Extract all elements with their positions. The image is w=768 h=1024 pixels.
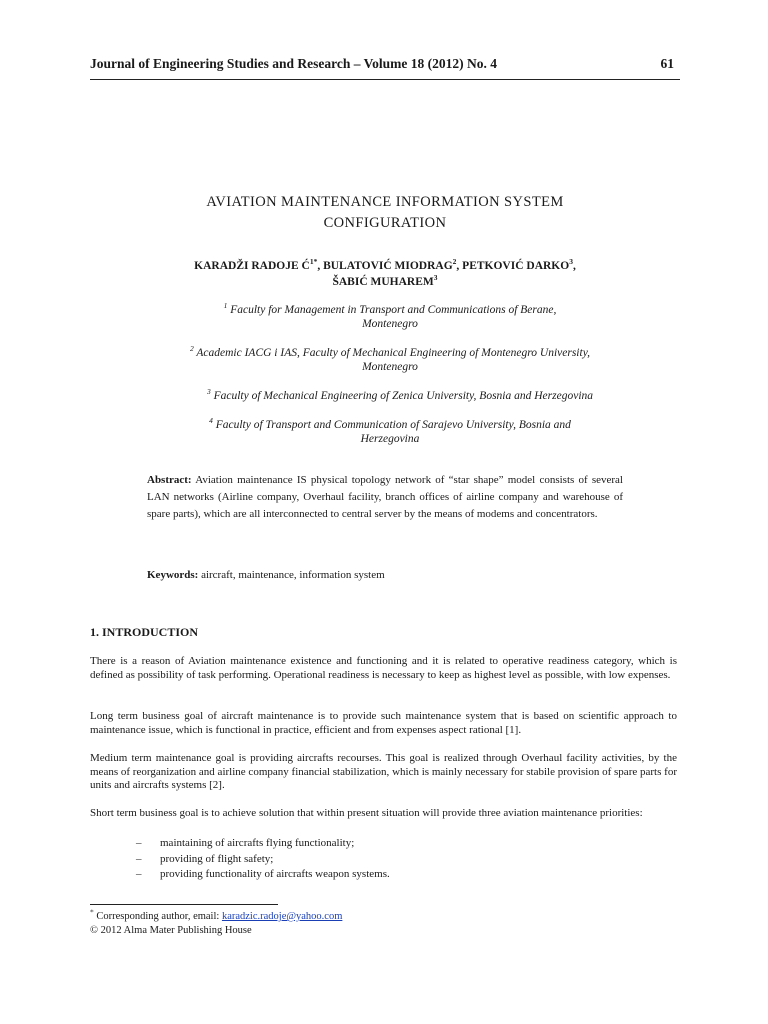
list-item-text: providing functionality of aircrafts weapon systems. (160, 868, 390, 880)
list-item-text: maintaining of aircrafts flying functionality; (160, 837, 355, 849)
affiliation-2-line2: Montenegro (362, 361, 418, 373)
author-4-sup: 3 (433, 273, 438, 283)
footnote-text: Corresponding author, email: (93, 911, 222, 922)
author-3: , PETKOVIĆ DARKO (456, 260, 570, 272)
intro-paragraph-2: Long term business goal of aircraft maintenance is to provide such maintenance system that is based on scientific approach to maintenance issue, which is functional in practice, efficient and from expenses aspect rational [1]. (90, 710, 677, 736)
author-1-sup: 1* (309, 257, 318, 267)
affiliation-4-line1: Faculty of Transport and Communication of Sarajevo University, Bosnia and (215, 419, 571, 431)
header-divider (90, 79, 680, 80)
intro-paragraph-3: Medium term maintenance goal is providing aircrafts recourses. This goal is realized through Overhaul facility activities, by the means of reorganization and airline company financial stabilization, which is mainly necessary for stabile provision of spare parts for units and aircrafts systems [2]. (90, 752, 677, 791)
footnote-divider (90, 904, 278, 905)
running-header (90, 56, 674, 72)
list-item (136, 836, 656, 852)
affiliation-4-num: 4 (209, 416, 213, 426)
journal-title: Journal of Engineering Studies and Research – Volume 18 (2012) No. 4 (90, 56, 498, 71)
affiliation-3 (150, 389, 650, 403)
affiliation-1-line2: Montenegro (362, 318, 418, 330)
intro-paragraph-1: There is a reason of Aviation maintenance existence and functioning and it is related to operative readiness category, which is defined as possibility of task performing. Operational readiness is necessary to keep as highest level as possible, with low expenses. (90, 655, 677, 681)
paper-title (90, 192, 680, 234)
list-dash: – (136, 852, 142, 865)
author-2: , BULATOVIĆ MIODRAG (317, 260, 453, 272)
page-number: 61 (660, 56, 674, 71)
affiliation-4-line2: Herzegovina (360, 433, 420, 445)
section-heading: 1. INTRODUCTION (90, 625, 199, 639)
author-2-sup: 2 (452, 257, 457, 267)
affiliation-2 (150, 346, 630, 374)
affiliation-3-line1: Faculty of Mechanical Engineering of Zenica University, Bosnia and Herzegovina (213, 390, 594, 402)
keywords-text: aircraft, maintenance, information system (201, 569, 385, 581)
affiliation-2-num: 2 (189, 344, 194, 354)
priority-list (136, 836, 656, 883)
affiliation-1-line1: Faculty for Management in Transport and Communications of Berane, (230, 304, 557, 316)
copyright: © 2012 Alma Mater Publishing House (90, 925, 252, 936)
affiliation-3-num: 3 (206, 387, 211, 397)
author-4: ŠABIĆ MUHAREM (332, 276, 434, 288)
abstract (147, 472, 623, 523)
list-item (136, 867, 656, 883)
list-dash: – (136, 868, 142, 880)
author-3-sup: 3 (569, 257, 573, 267)
title-line-2: CONFIGURATION (323, 215, 447, 231)
abstract-text: Aviation maintenance IS physical topology network of “star shape” model consists of several LAN networks (Airline company, Overhaul facility, branch offices of airline company and warehouse of spare parts), which are all interconnected to central server by the means of modems and concentrators. (147, 474, 623, 520)
keywords (147, 569, 623, 581)
list-dash: – (136, 837, 142, 849)
author-3-tail: , (572, 260, 576, 272)
author-1: KARADŽI RADOJE Ć (194, 260, 310, 272)
footnote (90, 907, 590, 938)
intro-paragraph-4: Short term business goal is to achieve solution that within present situation will provide three aviation maintenance priorities: (90, 807, 643, 819)
affiliation-2-line1: Academic IACG i IAS, Faculty of Mechanical Engineering of Montenegro University, (196, 347, 591, 359)
affiliation-4 (150, 418, 630, 446)
list-item-text: providing of flight safety; (160, 852, 274, 865)
keywords-label: Keywords: (147, 569, 199, 581)
list-item (136, 852, 656, 868)
author-list (150, 258, 620, 290)
email-link[interactable]: karadzic.radoje@yahoo.com (221, 911, 343, 922)
abstract-label: Abstract: (147, 474, 192, 486)
title-line-1: AVIATION MAINTENANCE INFORMATION SYSTEM (206, 194, 564, 210)
affiliation-1 (150, 303, 630, 331)
affiliation-1-num: 1 (223, 301, 228, 311)
footnote-marker: * (90, 907, 94, 917)
